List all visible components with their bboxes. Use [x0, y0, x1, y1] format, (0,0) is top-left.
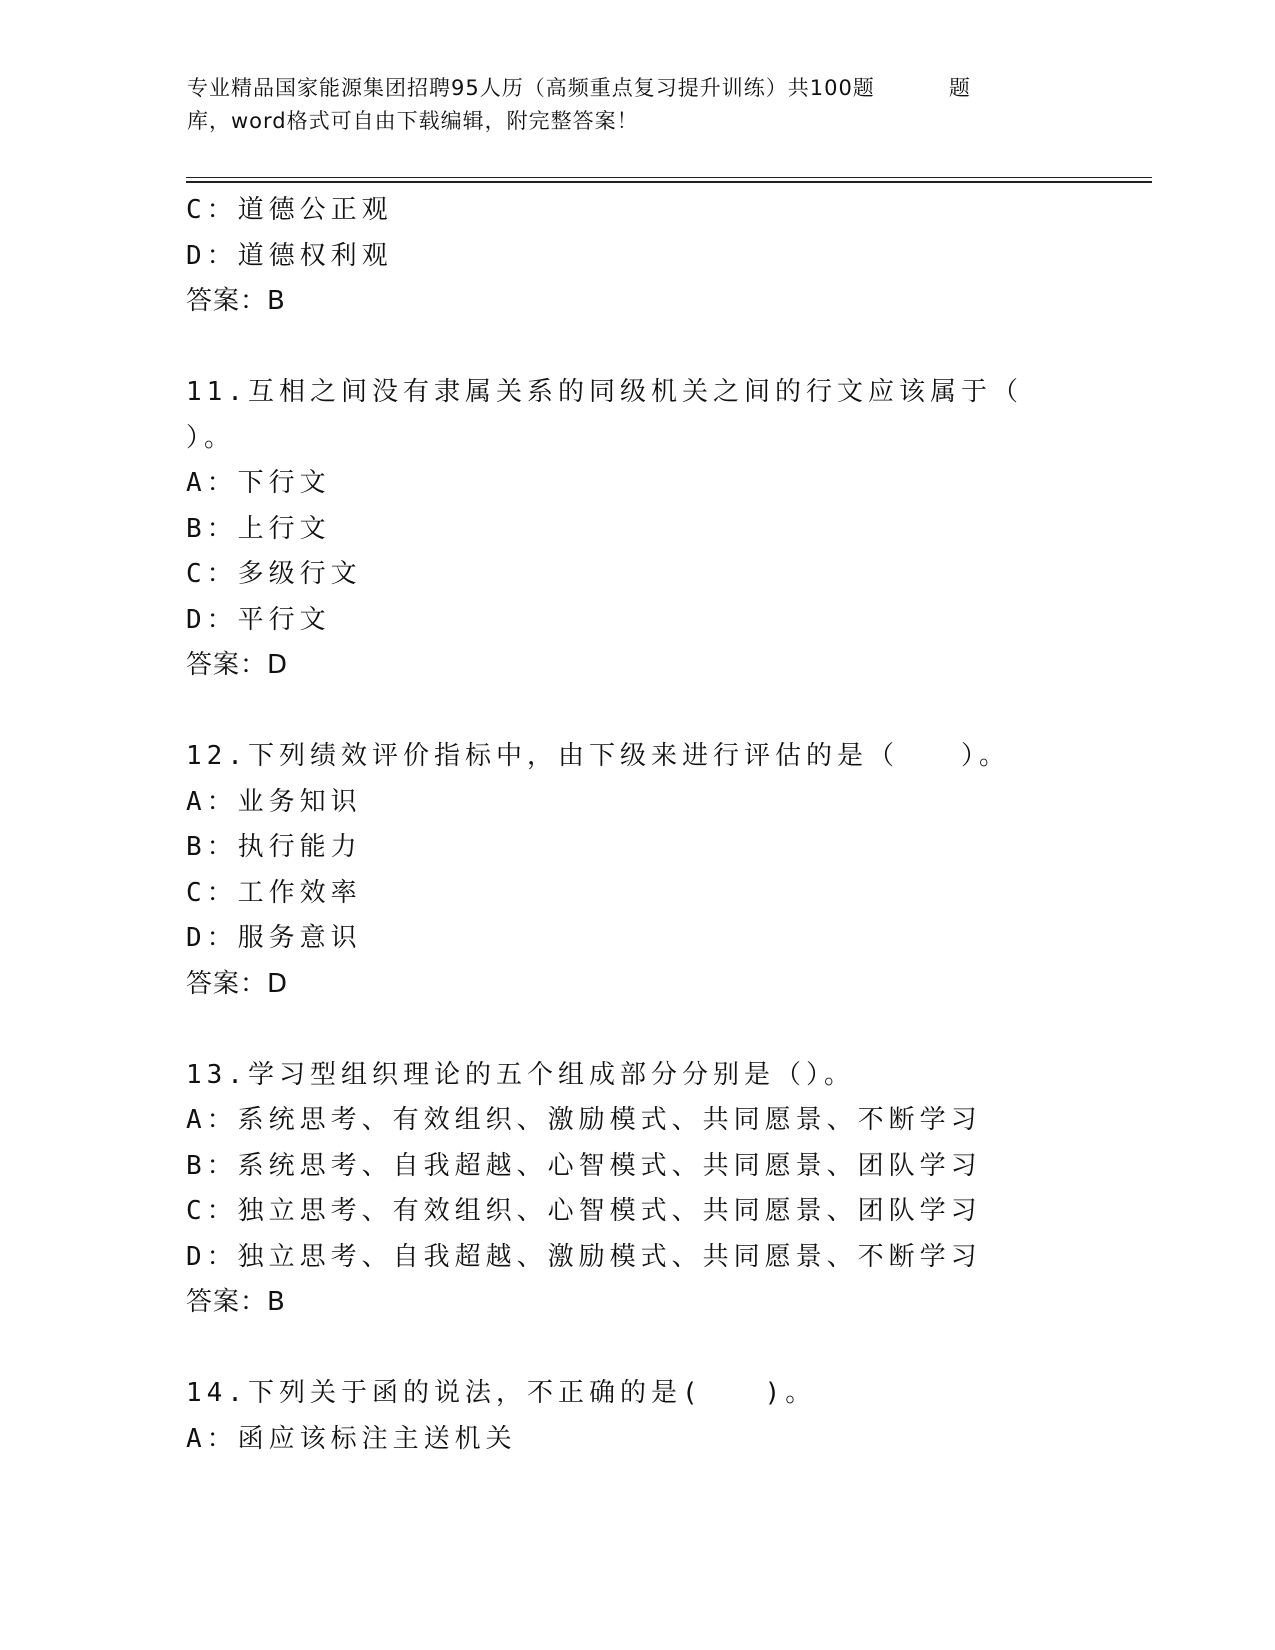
question-stem: 12.下列绩效评价指标中，由下级来进行评估的是（ ）。 — [186, 741, 1010, 771]
question-block-10 — [186, 188, 1146, 325]
option-a: A：系统思考、有效组织、激励模式、共同愿景、不断学习 — [186, 1105, 982, 1135]
option-d: D：独立思考、自我超越、激励模式、共同愿景、不断学习 — [186, 1241, 982, 1272]
block-spacer — [186, 325, 1146, 371]
option-d: D：道德权利观 — [186, 240, 393, 271]
option-b: B：系统思考、自我超越、心智模式、共同愿景、团队学习 — [186, 1150, 982, 1181]
option-b: B：上行文 — [186, 513, 331, 544]
header-divider-thick — [186, 181, 1152, 183]
header-line-1 — [187, 72, 1077, 105]
question-block-14 — [186, 1371, 1146, 1462]
question-stem-continued: ）。 — [186, 422, 236, 453]
header-title: 专业精品国家能源集团招聘95人历（高频重点复习提升训练）共100题 — [187, 76, 875, 100]
question-content — [186, 188, 1146, 1462]
question-block-11 — [186, 370, 1146, 689]
option-c: C：独立思考、有效组织、心智模式、共同愿景、团队学习 — [186, 1196, 982, 1226]
answer-line: 答案：B — [186, 1287, 286, 1317]
option-a: A：业务知识 — [186, 786, 362, 817]
question-stem: 14.下列关于函的说法，不正确的是( )。 — [186, 1378, 817, 1408]
question-stem: 13.学习型组织理论的五个组成部分分别是（）。 — [186, 1059, 855, 1090]
header-title-tail: 题 — [948, 76, 971, 100]
option-d: D：平行文 — [186, 604, 331, 635]
option-c: C：多级行文 — [186, 559, 362, 589]
option-b: B：执行能力 — [186, 832, 362, 862]
option-c: C：道德公正观 — [186, 195, 393, 225]
question-block-13 — [186, 1053, 1146, 1326]
option-d: D：服务意识 — [186, 923, 362, 953]
block-spacer — [186, 1007, 1146, 1053]
header-line-2: 库，word格式可自由下载编辑，附完整答案！ — [187, 109, 639, 133]
answer-line: 答案：D — [186, 650, 289, 680]
header-divider-thin — [186, 177, 1152, 178]
question-stem: 11.互相之间没有隶属关系的同级机关之间的行文应该属于（ — [186, 377, 1023, 407]
option-a: A：下行文 — [186, 468, 331, 498]
document-header — [187, 72, 1077, 138]
answer-line: 答案：B — [186, 286, 286, 316]
option-a: A：函应该标注主送机关 — [186, 1423, 517, 1454]
answer-line: 答案：D — [186, 968, 289, 999]
option-c: C：工作效率 — [186, 877, 362, 908]
block-spacer — [186, 689, 1146, 735]
block-spacer — [186, 1326, 1146, 1372]
question-block-12 — [186, 734, 1146, 1007]
